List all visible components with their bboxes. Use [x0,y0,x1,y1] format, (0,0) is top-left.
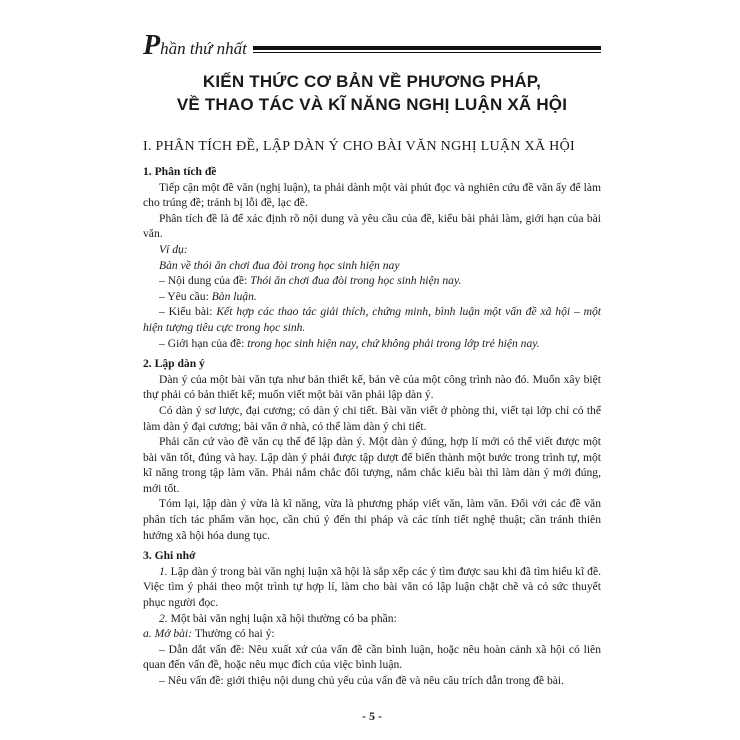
subsection-heading-3: 3. Ghi nhớ [143,549,196,563]
section-heading: I. PHÂN TÍCH ĐỀ, LẬP DÀN Ý CHO BÀI VĂN NGHỊ LUẬN XÃ HỘI [143,139,575,154]
subsection-heading-2: 2. Lập dàn ý [143,357,205,371]
item-value: Kết hợp các thao tác giải thích, chứng minh, bình luận một vấn đề xã hội – một hiện tượng tiêu cực trong học sinh. [143,305,601,334]
paragraph: Phải căn cứ vào đề văn cụ thể để lập dàn ý. Một dàn ý đúng, hợp lí mới có thể viết được một bài văn tốt, đúng và hay. Lập dàn ý phải được tập dượt để biến thành một bước trong trình tự, một kĩ năng trong tập làm văn. Phải nắm chắc đối tượng, nắm chắc kiểu bài thì làm dàn ý mới đúng, mới tốt. [143,435,601,495]
chapter-title-line-1: KIẾN THỨC CƠ BẢN VỀ PHƯƠNG PHÁP, [202,72,542,91]
page-number: - 5 - [362,709,382,723]
sub-point-a [143,626,601,642]
subsection-heading-1: 1. Phân tích đề [143,165,217,178]
part-header [143,30,601,60]
numbered-point-1 [143,564,601,611]
part-title-initial: P [143,30,161,61]
paragraph: Dàn ý của một bài văn tựa như bản thiết kế, bản vẽ của một công trình nào đó. Muốn xây biệt thự phải có bản thiết kế; muốn viết một bài văn phải lập dàn ý. [143,372,601,402]
example-topic: Bàn về thói ăn chơi đua đòi trong học sinh hiện nay [159,258,400,272]
part-title-rest: hần thứ nhất [160,39,247,58]
part-title [143,32,253,60]
sub-point-text: Thường có hai ý: [194,627,275,641]
point-number: 1. [159,564,171,578]
paragraph: Có dàn ý sơ lược, đại cương; có dàn ý chi tiết. Bài văn viết ở phòng thi, viết tại lớp chỉ có thể làm dàn ý đại cương; bài văn ở nhà, có thể làm dàn ý chi tiết. [143,403,601,433]
analysis-item-limit [143,336,601,352]
example-label: Ví dụ: [159,242,188,256]
item-label: – Nội dung của đề: [159,274,251,288]
paragraph: Tiếp cận một đề văn (nghị luận), ta phải dành một vài phút đọc và nghiên cứu đề văn ấy để làm cho trúng đề; tránh bị lỗi đề, lạc đề. [143,180,601,210]
point-number: 2. [159,611,171,625]
analysis-item-content [143,273,601,289]
point-text: Một bài văn nghị luận xã hội thường có ba phần: [170,611,397,625]
bullet-item: – Nêu vấn đề: giới thiệu nội dung chủ yếu của vấn đề và nêu câu trích dẫn trong đề bài. [159,674,565,687]
header-rule [253,46,601,53]
numbered-point-2 [143,611,601,627]
item-value: trong học sinh hiện nay, chứ không phải trong lớp trẻ hiện nay. [247,336,540,350]
point-text: Lập dàn ý trong bài văn nghị luận xã hội là sắp xếp các ý tìm được sau khi đã tìm hiểu kĩ đề. Việc tìm ý phải theo một trình tự hợp lí, làm cho bài văn có lập luận chặt chẽ và có sức thuyết phục người đọc. [143,564,601,610]
paragraph: Tóm lại, lập dàn ý vừa là kĩ năng, vừa là phương pháp viết văn, làm văn. Đối với các đề văn phân tích tác phẩm văn học, cần chú ý đến thi pháp và các tính tiết nghệ thuật; cần tránh thiên hướng xã hội hóa dung tục. [143,497,601,542]
chapter-title [143,70,601,116]
chapter-title-line-2: VỀ THAO TÁC VÀ KĨ NĂNG NGHỊ LUẬN XÃ HỘI [176,95,568,114]
sub-point-label: a. Mở bài: [143,627,195,641]
header-rule-thin [253,52,601,53]
body-text [143,164,601,689]
analysis-item-requirement [143,289,601,305]
bullet-item: – Dẫn dắt vấn đề: Nêu xuất xứ của vấn đề cần bình luận, hoặc nêu hoàn cảnh xã hội có liên quan đến vấn đề, hoặc nêu mục đích của việc bình luận. [143,642,601,672]
analysis-item-type [143,304,601,335]
header-rule-thick [253,46,601,50]
item-label: – Giới hạn của đề: [159,336,248,350]
item-label: – Yêu cầu: [159,289,212,303]
item-value: Bàn luận. [211,289,257,303]
paragraph: Phân tích đề là để xác định rõ nội dung và yêu cầu của đề, kiểu bài phải làm, giới hạn của bài văn. [143,211,601,241]
item-value: Thói ăn chơi đua đòi trong học sinh hiện nay. [250,274,462,288]
item-label: – Kiểu bài: [159,305,217,319]
